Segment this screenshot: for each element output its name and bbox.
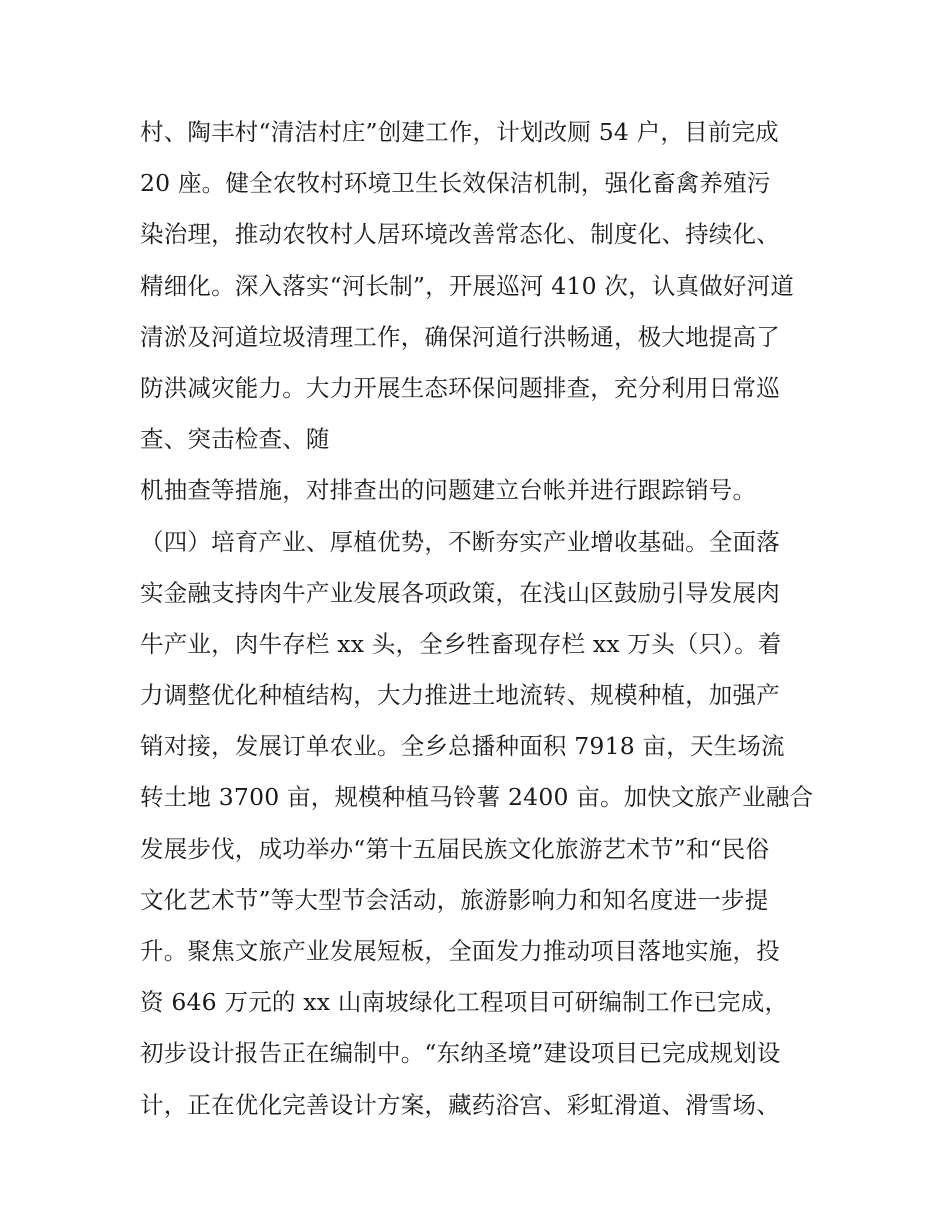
text-line-8: 机抽查等措施，对排查出的问题建立台帐并进行跟踪销号。: [140, 476, 757, 505]
text-line-7: 查、突击检查、随: [140, 425, 330, 454]
text-line-20: 计，正在优化完善设计方案，藏药浴宫、彩虹滑道、滑雪场、: [140, 1090, 780, 1119]
text-line-6: 防洪减灾能力。大力开展生态环保问题排查，充分利用日常巡: [140, 373, 780, 402]
text-line-15: 发展步伐，成功举办“第十五届民族文化旅游艺术节”和“民俗: [140, 834, 770, 863]
text-line-18: 资 646 万元的 xx 山南坡绿化工程项目可研编制工作已完成，: [140, 988, 789, 1017]
text-line-16: 文化艺术节”等大型节会活动，旅游影响力和知名度进一步提: [140, 885, 769, 914]
document-body-text: [140, 107, 840, 1131]
text-line-10: 实金融支持肉牛产业发展各项政策，在浅山区鼓励引导发展肉: [140, 578, 780, 607]
text-line-3: 染治理，推动农牧村人居环境改善常态化、制度化、持续化、: [140, 220, 780, 249]
text-line-4: 精细化。深入落实“河长制”，开展巡河 410 次，认真做好河道: [140, 271, 795, 300]
section-heading-line: （四）培育产业、厚植优势，不断夯实产业增收基础。全面落: [140, 527, 780, 556]
text-line-13: 销对接，发展订单农业。全乡总播种面积 7918 亩，天生场流: [140, 732, 785, 761]
text-line-1: 村、陶丰村“清洁村庄”创建工作，计划改厕 54 户，目前完成: [140, 118, 779, 146]
text-line-11: 牛产业，肉牛存栏 xx 头，全乡牲畜现存栏 xx 万头（只）。着: [140, 629, 782, 658]
text-line-5: 清淤及河道垃圾清理工作，确保河道行洪畅通，极大地提高了: [140, 322, 780, 351]
text-line-14: 转土地 3700 亩，规模种植马铃薯 2400 亩。加快文旅产业融合: [140, 783, 814, 812]
text-line-12: 力调整优化种植结构，大力推进土地流转、规模种植，加强产: [140, 681, 780, 710]
text-line-17: 升。聚焦文旅产业发展短板，全面发力推动项目落地实施，投: [140, 937, 780, 965]
text-line-2: 20 座。健全农牧村环境卫生长效保洁机制，强化畜禽养殖污: [140, 169, 771, 198]
text-line-19: 初步设计报告正在编制中。“东纳圣境”建设项目已完成规划设: [140, 1039, 781, 1068]
